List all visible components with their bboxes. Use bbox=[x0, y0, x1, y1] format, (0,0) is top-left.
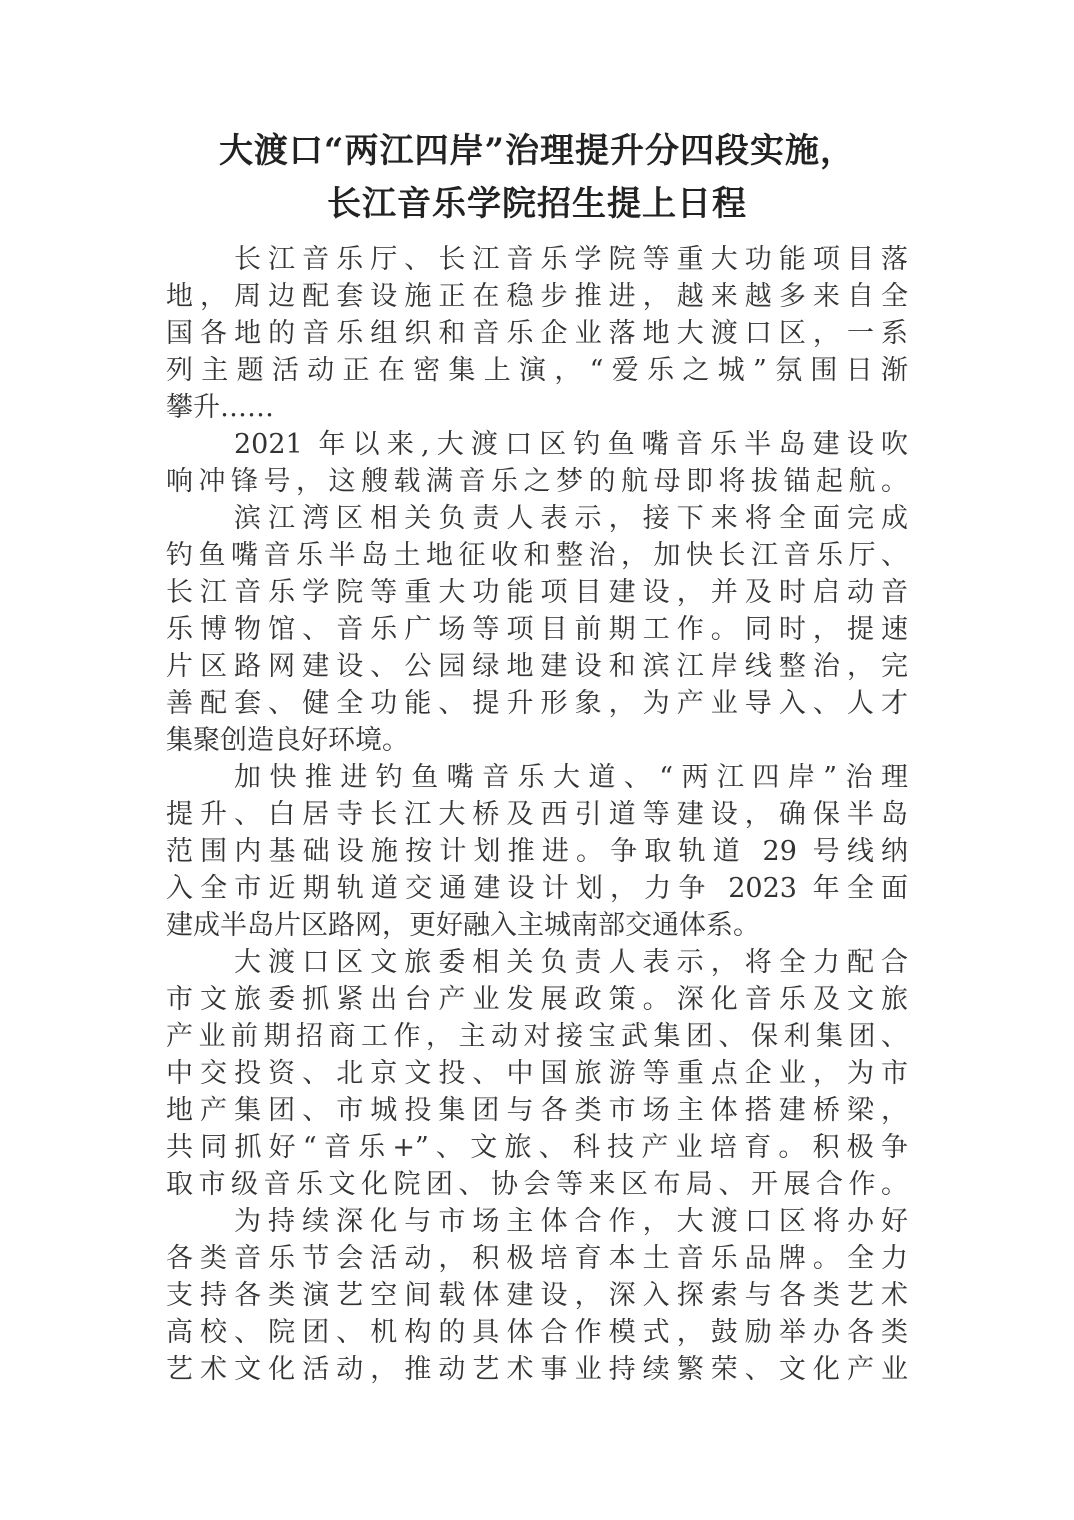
body-line: 长江音乐厅、长江音乐学院等重大功能项目落 bbox=[234, 244, 908, 275]
body-line: 长江音乐学院等重大功能项目建设，并及时启动音 bbox=[166, 577, 908, 608]
body-line: 入全市近期轨道交通建设计划，力争 2023 年全面 bbox=[166, 873, 908, 904]
body-line: 共同抓好“音乐+”、文旅、科技产业培育。积极争 bbox=[166, 1132, 908, 1163]
body-line: 2021 年以来,大渡口区钓鱼嘴音乐半岛建设吹 bbox=[234, 429, 908, 460]
body-line: 提升、白居寺长江大桥及西引道等建设，确保半岛 bbox=[166, 799, 908, 830]
body-line: 加快推进钓鱼嘴音乐大道、“两江四岸”治理 bbox=[234, 762, 908, 793]
body-line: 为持续深化与市场主体合作，大渡口区将办好 bbox=[234, 1206, 908, 1237]
body-line: 国各地的音乐组织和音乐企业落地大渡口区，一系 bbox=[166, 318, 908, 349]
body-line: 地产集团、市城投集团与各类市场主体搭建桥梁， bbox=[166, 1095, 908, 1126]
body-line: 列主题活动正在密集上演，“爱乐之城”氛围日渐 bbox=[166, 355, 908, 386]
body-line: 响冲锋号，这艘载满音乐之梦的航母即将拔锚起航。 bbox=[166, 466, 908, 497]
body-line: 支持各类演艺空间载体建设，深入探索与各类艺术 bbox=[166, 1280, 908, 1311]
article-body bbox=[166, 241, 926, 1388]
body-line: 中交投资、北京文投、中国旅游等重点企业，为市 bbox=[166, 1058, 908, 1089]
body-line: 善配套、健全功能、提升形象，为产业导入、人才 bbox=[166, 688, 908, 719]
body-line: 滨江湾区相关负责人表示，接下来将全面完成 bbox=[234, 503, 908, 534]
body-line: 取市级音乐文化院团、协会等来区布局、开展合作。 bbox=[166, 1169, 908, 1200]
body-line: 片区路网建设、公园绿地建设和滨江岸线整治，完 bbox=[166, 651, 908, 682]
body-line: 艺术文化活动，推动艺术事业持续繁荣、文化产业 bbox=[166, 1354, 908, 1385]
article-title-line-1: 大渡口“两江四岸”治理提升分四段实施， bbox=[218, 131, 856, 171]
body-line: 市文旅委抓紧出台产业发展政策。深化音乐及文旅 bbox=[166, 984, 908, 1015]
body-line: 地，周边配套设施正在稳步推进，越来越多来自全 bbox=[166, 281, 908, 312]
body-line: 各类音乐节会活动，积极培育本土音乐品牌。全力 bbox=[166, 1243, 908, 1274]
body-line: 高校、院团、机构的具体合作模式，鼓励举办各类 bbox=[166, 1317, 908, 1348]
body-line: 大渡口区文旅委相关负责人表示，将全力配合 bbox=[234, 947, 908, 978]
body-line: 钓鱼嘴音乐半岛土地征收和整治，加快长江音乐厅、 bbox=[166, 540, 908, 571]
body-line: 产业前期招商工作，主动对接宝武集团、保利集团、 bbox=[166, 1021, 908, 1052]
body-line: 乐博物馆、音乐广场等项目前期工作。同时，提速 bbox=[166, 614, 908, 645]
body-line: 集聚创造良好环境。 bbox=[166, 725, 409, 756]
body-line: 攀升…… bbox=[166, 392, 274, 423]
body-line: 建成半岛片区路网，更好融入主城南部交通体系。 bbox=[166, 910, 760, 941]
article-title-line-2: 长江音乐学院招生提上日程 bbox=[327, 184, 747, 224]
body-line: 范围内基础设施按计划推进。争取轨道 29 号线纳 bbox=[166, 836, 908, 867]
